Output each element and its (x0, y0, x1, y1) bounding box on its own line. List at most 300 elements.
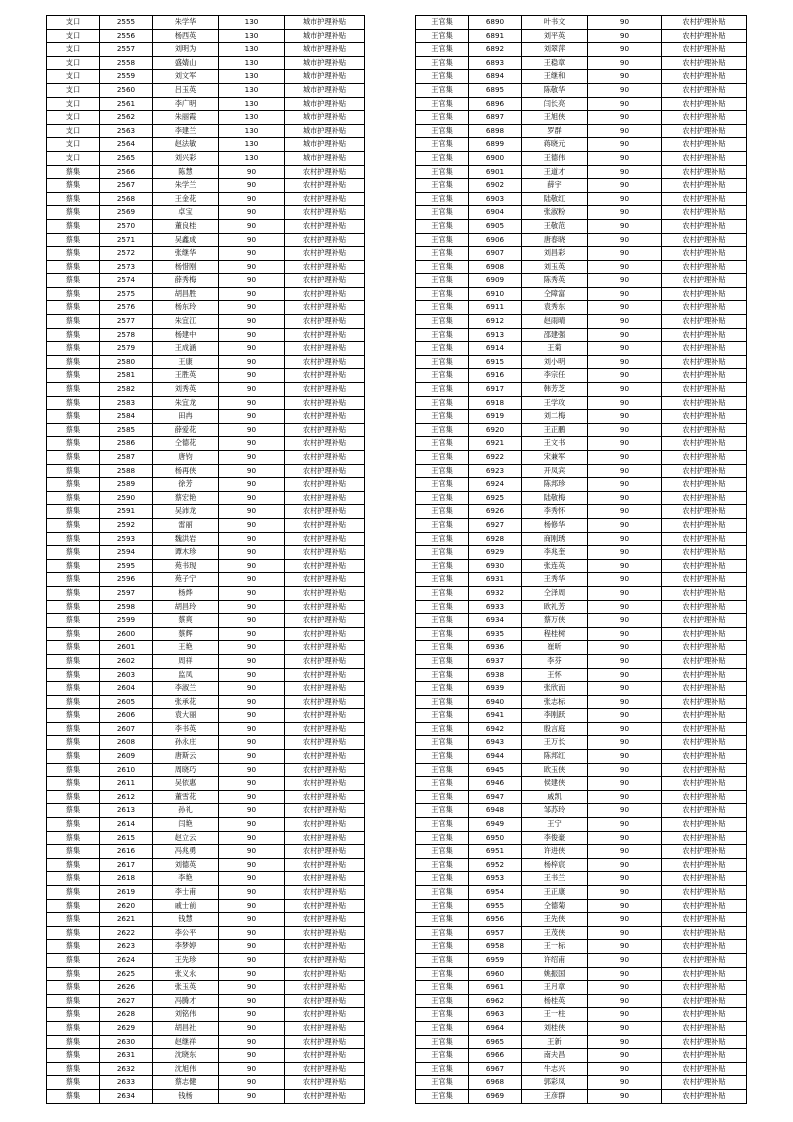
table-row (416, 151, 747, 165)
serial-cell: 2593 (100, 532, 153, 546)
name-cell: 仝障富 (522, 287, 588, 301)
amount-cell: 90 (219, 967, 285, 981)
subsidy-type-cell: 城市护理补贴 (285, 56, 365, 70)
amount-cell: 90 (588, 641, 662, 655)
table-row (47, 478, 365, 492)
subsidy-type-cell: 农村护理补贴 (285, 301, 365, 315)
name-cell: 陆敬红 (522, 192, 588, 206)
subsidy-type-cell: 农村护理补贴 (662, 315, 747, 329)
subsidy-type-cell: 农村护理补贴 (662, 342, 747, 356)
serial-cell: 2594 (100, 546, 153, 560)
town-cell: 王官集 (416, 287, 469, 301)
subsidy-type-cell: 农村护理补贴 (285, 709, 365, 723)
subsidy-type-cell: 农村护理补贴 (285, 627, 365, 641)
subsidy-type-cell: 农村护理补贴 (662, 967, 747, 981)
name-cell: 唐春晓 (522, 233, 588, 247)
table-row (47, 396, 365, 410)
name-cell: 姚振国 (522, 967, 588, 981)
town-cell: 王官集 (416, 423, 469, 437)
amount-cell: 90 (219, 641, 285, 655)
subsidy-type-cell: 农村护理补贴 (662, 831, 747, 845)
serial-cell: 2586 (100, 437, 153, 451)
serial-cell: 6960 (469, 967, 522, 981)
serial-cell: 6950 (469, 831, 522, 845)
amount-cell: 90 (588, 1008, 662, 1022)
town-cell: 蔡集 (47, 790, 100, 804)
town-cell: 王官集 (416, 355, 469, 369)
town-cell: 蔡集 (47, 233, 100, 247)
name-cell: 开凤宾 (522, 464, 588, 478)
serial-cell: 6942 (469, 722, 522, 736)
table-row (416, 845, 747, 859)
amount-cell: 90 (219, 981, 285, 995)
table-row (47, 777, 365, 791)
subsidy-type-cell: 农村护理补贴 (285, 1035, 365, 1049)
name-cell: 李刚跃 (522, 709, 588, 723)
name-cell: 孙永庄 (153, 736, 219, 750)
serial-cell: 6924 (469, 478, 522, 492)
town-cell: 蔡集 (47, 518, 100, 532)
subsidy-type-cell: 农村护理补贴 (285, 967, 365, 981)
serial-cell: 2566 (100, 165, 153, 179)
amount-cell: 90 (219, 1021, 285, 1035)
amount-cell: 130 (219, 111, 285, 125)
subsidy-type-cell: 农村护理补贴 (662, 994, 747, 1008)
subsidy-type-cell: 农村护理补贴 (285, 1021, 365, 1035)
table-row (47, 165, 365, 179)
subsidy-type-cell: 农村护理补贴 (285, 464, 365, 478)
name-cell: 王一柱 (522, 1008, 588, 1022)
serial-cell: 6969 (469, 1089, 522, 1103)
subsidy-type-cell: 农村护理补贴 (285, 287, 365, 301)
table-row (416, 179, 747, 193)
subsidy-type-cell: 城市护理补贴 (285, 43, 365, 57)
amount-cell: 90 (588, 505, 662, 519)
town-cell: 王官集 (416, 546, 469, 560)
town-cell: 蔡集 (47, 777, 100, 791)
serial-cell: 6966 (469, 1049, 522, 1063)
subsidy-type-cell: 农村护理补贴 (662, 1021, 747, 1035)
amount-cell: 90 (219, 315, 285, 329)
name-cell: 吴依惠 (153, 777, 219, 791)
amount-cell: 90 (588, 573, 662, 587)
town-cell: 王官集 (416, 111, 469, 125)
table-row (47, 83, 365, 97)
table-row (47, 151, 365, 165)
serial-cell: 6922 (469, 451, 522, 465)
name-cell: 陈邦红 (522, 750, 588, 764)
table-row (416, 831, 747, 845)
town-cell: 蔡集 (47, 287, 100, 301)
serial-cell: 6937 (469, 654, 522, 668)
amount-cell: 130 (219, 83, 285, 97)
serial-cell: 6899 (469, 138, 522, 152)
subsidy-type-cell: 农村护理补贴 (285, 478, 365, 492)
town-cell: 王官集 (416, 559, 469, 573)
subsidy-type-cell: 城市护理补贴 (285, 151, 365, 165)
serial-cell: 6895 (469, 83, 522, 97)
subsidy-type-cell: 农村护理补贴 (662, 355, 747, 369)
subsidy-type-cell: 农村护理补贴 (662, 274, 747, 288)
subsidy-type-cell: 农村护理补贴 (285, 722, 365, 736)
name-cell: 杨修华 (522, 518, 588, 532)
subsidy-type-cell: 农村护理补贴 (662, 505, 747, 519)
subsidy-type-cell: 农村护理补贴 (285, 953, 365, 967)
amount-cell: 90 (588, 668, 662, 682)
town-cell: 蔡集 (47, 505, 100, 519)
subsidy-type-cell: 农村护理补贴 (285, 546, 365, 560)
town-cell: 王官集 (416, 573, 469, 587)
table-row (416, 70, 747, 84)
name-cell: 刘德英 (153, 858, 219, 872)
table-row (47, 206, 365, 220)
table-row (416, 219, 747, 233)
name-cell: 钱慧 (153, 913, 219, 927)
amount-cell: 130 (219, 97, 285, 111)
table-row (47, 1089, 365, 1103)
table-row (47, 586, 365, 600)
subsidy-type-cell: 农村护理补贴 (662, 464, 747, 478)
amount-cell: 130 (219, 124, 285, 138)
name-cell: 王彦群 (522, 1089, 588, 1103)
amount-cell: 90 (219, 247, 285, 261)
name-cell: 陈敬华 (522, 83, 588, 97)
town-cell: 王官集 (416, 1062, 469, 1076)
name-cell: 田冉 (153, 410, 219, 424)
subsidy-type-cell: 农村护理补贴 (662, 451, 747, 465)
serial-cell: 6913 (469, 328, 522, 342)
subsidy-type-cell: 农村护理补贴 (662, 532, 747, 546)
serial-cell: 6939 (469, 682, 522, 696)
subsidy-type-cell: 农村护理补贴 (285, 600, 365, 614)
name-cell: 周晓巧 (153, 763, 219, 777)
amount-cell: 90 (588, 315, 662, 329)
town-cell: 蔡集 (47, 736, 100, 750)
town-cell: 王官集 (416, 247, 469, 261)
table-row (416, 83, 747, 97)
subsidy-type-cell: 农村护理补贴 (285, 410, 365, 424)
town-cell: 蔡集 (47, 750, 100, 764)
name-cell: 李公平 (153, 926, 219, 940)
serial-cell: 6911 (469, 301, 522, 315)
table-row (47, 804, 365, 818)
subsidy-type-cell: 农村护理补贴 (662, 614, 747, 628)
table-row (47, 573, 365, 587)
town-cell: 王官集 (416, 478, 469, 492)
name-cell: 陈邦珍 (522, 478, 588, 492)
amount-cell: 90 (219, 682, 285, 696)
serial-cell: 6902 (469, 179, 522, 193)
right-table (415, 15, 747, 1104)
town-cell: 王官集 (416, 219, 469, 233)
name-cell: 蔡宏艳 (153, 491, 219, 505)
amount-cell: 90 (219, 722, 285, 736)
serial-cell: 2618 (100, 872, 153, 886)
amount-cell: 90 (219, 831, 285, 845)
table-row (416, 342, 747, 356)
subsidy-type-cell: 农村护理补贴 (662, 247, 747, 261)
name-cell: 徐芳 (153, 478, 219, 492)
serial-cell: 2621 (100, 913, 153, 927)
serial-cell: 6962 (469, 994, 522, 1008)
name-cell: 魏洪岩 (153, 532, 219, 546)
amount-cell: 90 (219, 573, 285, 587)
amount-cell: 90 (219, 858, 285, 872)
amount-cell: 90 (219, 790, 285, 804)
table-row (47, 301, 365, 315)
serial-cell: 2633 (100, 1076, 153, 1090)
table-row (47, 16, 365, 30)
serial-cell: 6900 (469, 151, 522, 165)
table-row (416, 16, 747, 30)
table-row (47, 355, 365, 369)
town-cell: 蔡集 (47, 886, 100, 900)
serial-cell: 2577 (100, 315, 153, 329)
name-cell: 杨建中 (153, 328, 219, 342)
name-cell: 雷丽 (153, 518, 219, 532)
serial-cell: 6928 (469, 532, 522, 546)
name-cell: 杨东玲 (153, 301, 219, 315)
name-cell: 王先侠 (522, 913, 588, 927)
town-cell: 蔡集 (47, 763, 100, 777)
serial-cell: 2619 (100, 886, 153, 900)
subsidy-type-cell: 农村护理补贴 (285, 165, 365, 179)
town-cell: 王官集 (416, 151, 469, 165)
serial-cell: 6907 (469, 247, 522, 261)
amount-cell: 90 (588, 858, 662, 872)
town-cell: 王官集 (416, 641, 469, 655)
table-row (47, 383, 365, 397)
town-cell: 王官集 (416, 29, 469, 43)
table-row (416, 1049, 747, 1063)
serial-cell: 6933 (469, 600, 522, 614)
name-cell: 周祥 (153, 654, 219, 668)
subsidy-type-cell: 农村护理补贴 (662, 70, 747, 84)
serial-cell: 6904 (469, 206, 522, 220)
town-cell: 蔡集 (47, 328, 100, 342)
town-cell: 王官集 (416, 1008, 469, 1022)
subsidy-type-cell: 城市护理补贴 (285, 138, 365, 152)
amount-cell: 90 (219, 342, 285, 356)
table-row (47, 559, 365, 573)
serial-cell: 2575 (100, 287, 153, 301)
amount-cell: 90 (588, 260, 662, 274)
amount-cell: 90 (588, 532, 662, 546)
amount-cell: 90 (219, 274, 285, 288)
serial-cell: 6914 (469, 342, 522, 356)
name-cell: 盛婧山 (153, 56, 219, 70)
name-cell: 袁秀东 (522, 301, 588, 315)
serial-cell: 2615 (100, 831, 153, 845)
serial-cell: 6923 (469, 464, 522, 478)
amount-cell: 90 (588, 682, 662, 696)
subsidy-type-cell: 农村护理补贴 (662, 750, 747, 764)
serial-cell: 2582 (100, 383, 153, 397)
amount-cell: 90 (588, 750, 662, 764)
subsidy-type-cell: 农村护理补贴 (285, 1062, 365, 1076)
name-cell: 蔡万侠 (522, 614, 588, 628)
table-row (416, 777, 747, 791)
town-cell: 王官集 (416, 233, 469, 247)
name-cell: 刘二梅 (522, 410, 588, 424)
serial-cell: 2580 (100, 355, 153, 369)
subsidy-type-cell: 农村护理补贴 (285, 573, 365, 587)
subsidy-type-cell: 农村护理补贴 (662, 559, 747, 573)
table-row (416, 559, 747, 573)
table-row (47, 763, 365, 777)
subsidy-type-cell: 农村护理补贴 (285, 790, 365, 804)
town-cell: 王官集 (416, 532, 469, 546)
table-row (416, 260, 747, 274)
table-row (416, 1062, 747, 1076)
table-row (47, 831, 365, 845)
name-cell: 吴沛龙 (153, 505, 219, 519)
table-row (416, 192, 747, 206)
table-row (416, 491, 747, 505)
subsidy-type-cell: 农村护理补贴 (662, 790, 747, 804)
name-cell: 张志标 (522, 695, 588, 709)
serial-cell: 6898 (469, 124, 522, 138)
table-row (416, 437, 747, 451)
name-cell: 王旭侠 (522, 111, 588, 125)
serial-cell: 6893 (469, 56, 522, 70)
subsidy-type-cell: 农村护理补贴 (285, 777, 365, 791)
town-cell: 王官集 (416, 790, 469, 804)
amount-cell: 90 (588, 1089, 662, 1103)
amount-cell: 90 (588, 831, 662, 845)
table-row (416, 886, 747, 900)
name-cell: 王万长 (522, 736, 588, 750)
subsidy-type-cell: 农村护理补贴 (285, 845, 365, 859)
amount-cell: 90 (219, 695, 285, 709)
table-row (47, 967, 365, 981)
name-cell: 杨梓宸 (522, 858, 588, 872)
serial-cell: 6948 (469, 804, 522, 818)
amount-cell: 90 (219, 287, 285, 301)
table-row (47, 274, 365, 288)
amount-cell: 90 (219, 369, 285, 383)
serial-cell: 6894 (469, 70, 522, 84)
town-cell: 王官集 (416, 872, 469, 886)
name-cell: 薛宇 (522, 179, 588, 193)
amount-cell: 90 (219, 437, 285, 451)
amount-cell: 90 (588, 1062, 662, 1076)
town-cell: 王官集 (416, 763, 469, 777)
name-cell: 刘昌彩 (522, 247, 588, 261)
serial-cell: 2604 (100, 682, 153, 696)
subsidy-type-cell: 农村护理补贴 (662, 151, 747, 165)
subsidy-type-cell: 农村护理补贴 (662, 478, 747, 492)
subsidy-type-cell: 农村护理补贴 (662, 396, 747, 410)
subsidy-type-cell: 农村护理补贴 (285, 437, 365, 451)
amount-cell: 90 (219, 355, 285, 369)
town-cell: 王官集 (416, 315, 469, 329)
town-cell: 蔡集 (47, 1062, 100, 1076)
amount-cell: 90 (588, 342, 662, 356)
table-row (47, 111, 365, 125)
name-cell: 刘玉英 (522, 260, 588, 274)
table-row (416, 369, 747, 383)
amount-cell: 90 (219, 1049, 285, 1063)
town-cell: 王官集 (416, 614, 469, 628)
amount-cell: 90 (219, 301, 285, 315)
subsidy-type-cell: 农村护理补贴 (662, 97, 747, 111)
serial-cell: 2557 (100, 43, 153, 57)
town-cell: 王官集 (416, 600, 469, 614)
serial-cell: 2555 (100, 16, 153, 30)
amount-cell: 130 (219, 43, 285, 57)
subsidy-type-cell: 农村护理补贴 (662, 369, 747, 383)
amount-cell: 90 (588, 43, 662, 57)
name-cell: 陈秀英 (522, 274, 588, 288)
amount-cell: 90 (588, 586, 662, 600)
name-cell: 王一标 (522, 940, 588, 954)
table-row (416, 328, 747, 342)
left-table (46, 15, 365, 1104)
amount-cell: 90 (588, 233, 662, 247)
subsidy-type-cell: 农村护理补贴 (285, 1008, 365, 1022)
name-cell: 刘明为 (153, 43, 219, 57)
amount-cell: 90 (219, 328, 285, 342)
amount-cell: 90 (588, 83, 662, 97)
amount-cell: 90 (588, 151, 662, 165)
amount-cell: 90 (588, 219, 662, 233)
name-cell: 王道才 (522, 165, 588, 179)
table-row (416, 1021, 747, 1035)
town-cell: 王官集 (416, 1076, 469, 1090)
table-row (416, 858, 747, 872)
amount-cell: 90 (219, 423, 285, 437)
serial-cell: 2563 (100, 124, 153, 138)
name-cell: 王文书 (522, 437, 588, 451)
town-cell: 王官集 (416, 342, 469, 356)
amount-cell: 90 (588, 355, 662, 369)
town-cell: 王官集 (416, 668, 469, 682)
name-cell: 刘翠萍 (522, 43, 588, 57)
town-cell: 王官集 (416, 899, 469, 913)
town-cell: 王官集 (416, 654, 469, 668)
table-row (47, 845, 365, 859)
serial-cell: 6938 (469, 668, 522, 682)
serial-cell: 2609 (100, 750, 153, 764)
name-cell: 朱宜江 (153, 315, 219, 329)
subsidy-type-cell: 农村护理补贴 (285, 355, 365, 369)
serial-cell: 6891 (469, 29, 522, 43)
name-cell: 朱丽霞 (153, 111, 219, 125)
amount-cell: 90 (219, 1008, 285, 1022)
amount-cell: 90 (219, 668, 285, 682)
table-row (47, 315, 365, 329)
name-cell: 监凤 (153, 668, 219, 682)
subsidy-type-cell: 农村护理补贴 (285, 192, 365, 206)
town-cell: 王官集 (416, 695, 469, 709)
amount-cell: 90 (588, 29, 662, 43)
subsidy-type-cell: 农村护理补贴 (285, 518, 365, 532)
town-cell: 蔡集 (47, 872, 100, 886)
table-row (416, 736, 747, 750)
table-row (416, 43, 747, 57)
name-cell: 李艳 (153, 872, 219, 886)
serial-cell: 2626 (100, 981, 153, 995)
subsidy-type-cell: 农村护理补贴 (662, 83, 747, 97)
subsidy-type-cell: 农村护理补贴 (662, 695, 747, 709)
table-row (416, 790, 747, 804)
serial-cell: 2608 (100, 736, 153, 750)
amount-cell: 90 (219, 926, 285, 940)
town-cell: 蔡集 (47, 967, 100, 981)
subsidy-type-cell: 农村护理补贴 (662, 722, 747, 736)
subsidy-type-cell: 农村护理补贴 (662, 940, 747, 954)
